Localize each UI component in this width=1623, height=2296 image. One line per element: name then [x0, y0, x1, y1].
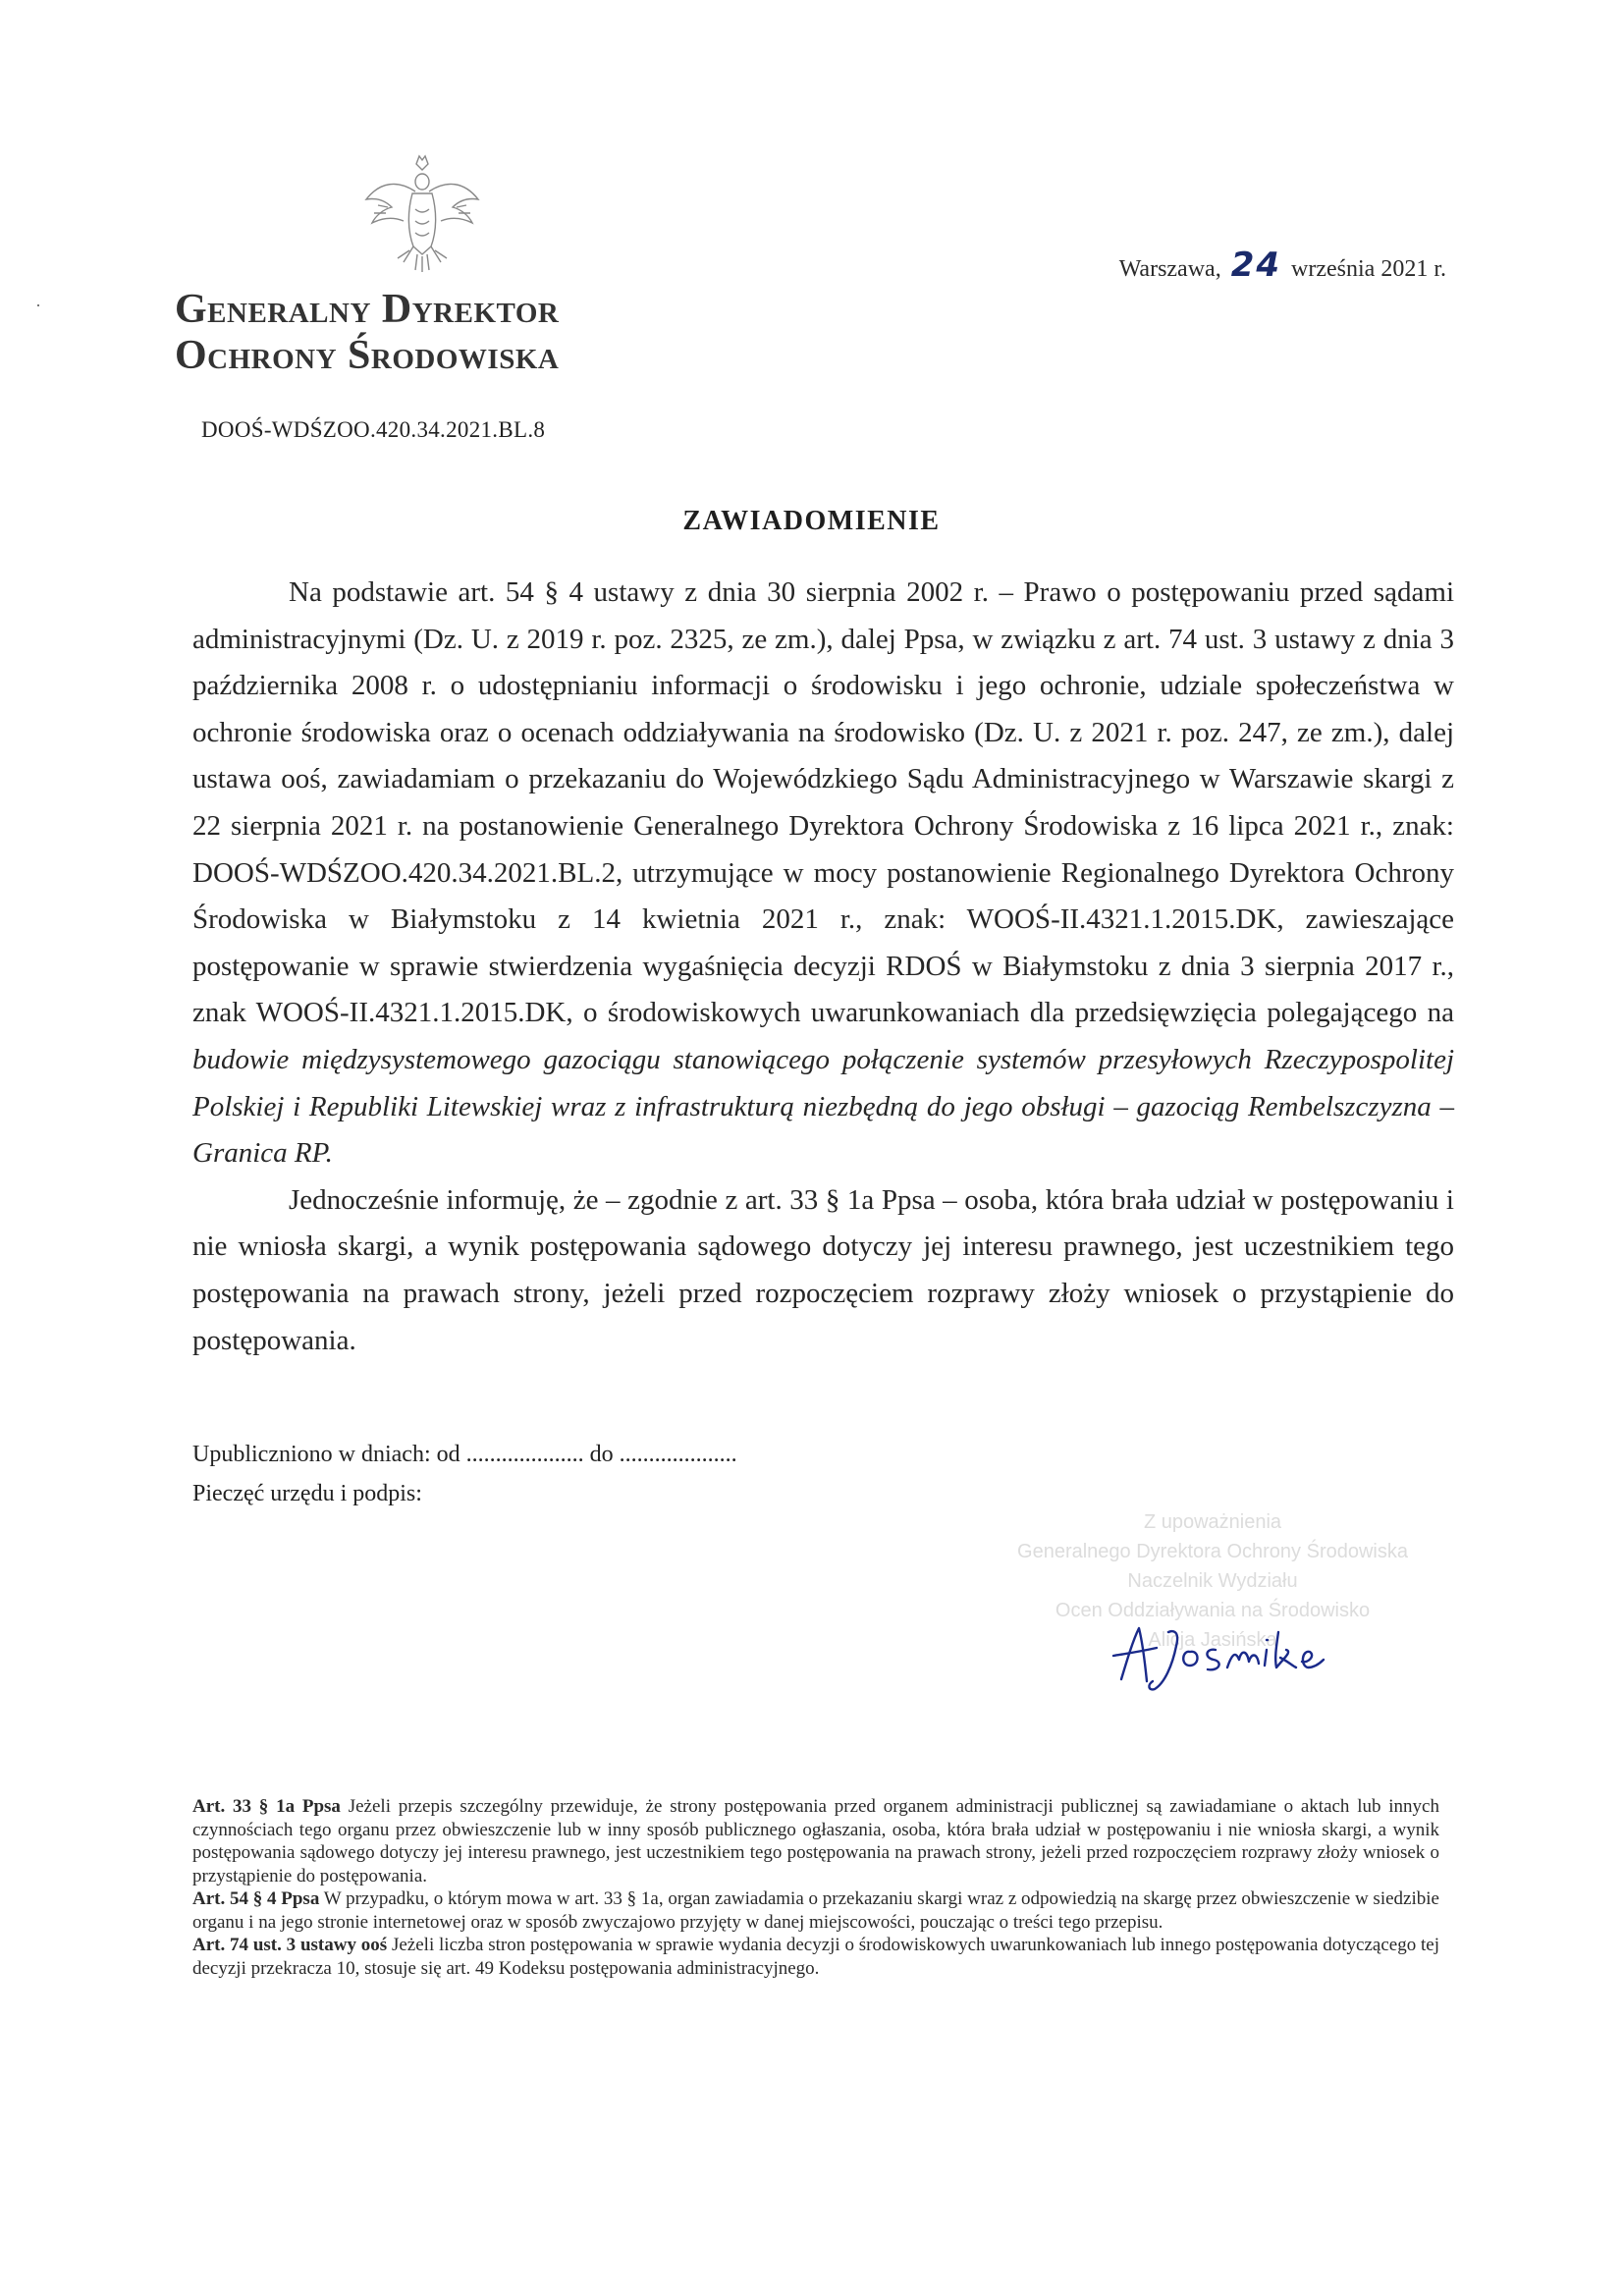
project-name: budowie międzysystemowego gazociągu stanowiącego połączenie systemów przesyłowych Rzeczypospolitej Polskiej i Republiki Litewskiej wraz z infrastrukturą niezbędną do jego obsługi – gazociąg Rembelszczyzna – Granica RP. [192, 1043, 1454, 1170]
footnote-1 [192, 1795, 1439, 1887]
date-day-handwritten: 24 [1230, 246, 1282, 285]
body-paragraph-1 [192, 570, 1454, 1177]
footnote-3-ref: Art. 74 ust. 3 ustawy ooś [192, 1935, 388, 1955]
date-prefix: Warszawa, [1118, 256, 1221, 282]
document-date [1119, 246, 1446, 285]
footnote-1-ref: Art. 33 § 1a Ppsa [192, 1796, 341, 1817]
stamp-line-2: Generalnego Dyrektora Ochrony Środowiska [1017, 1541, 1408, 1562]
case-reference: DOOŚ-WDŚZOO.420.34.2021.BL.8 [201, 417, 546, 442]
document-title: ZAWIADOMIENIE [682, 506, 941, 536]
footnote-2-ref: Art. 54 § 4 Ppsa [192, 1888, 320, 1909]
date-to-blank: .................... [619, 1442, 737, 1467]
legal-footnotes [192, 1795, 1439, 1980]
scan-speck [37, 304, 39, 306]
issuing-authority [175, 287, 559, 379]
date-from-blank: .................... [465, 1442, 584, 1467]
footnote-3-text: Jeżeli liczba stron postępowania w sprawie wydania decyzji o środowiskowych uwarunkowaniach lub innego postępowania dotyczącego tej decyzji przekracza 10, stosuje się art. 49 Kodeksu postępowania administracyjnego. [192, 1935, 1440, 1979]
polish-eagle-emblem-icon [358, 152, 486, 275]
date-suffix: września 2021 r. [1291, 256, 1446, 282]
stamp-and-signature-label: Pieczęć urzędu i podpis: [192, 1481, 422, 1506]
published-label: Upubliczniono w dniach: od [192, 1442, 460, 1467]
stamp-line-4: Ocen Oddziaływania na Środowisko [1055, 1600, 1371, 1621]
footnote-2-text: W przypadku, o którym mowa w art. 33 § 1a, organ zawiadamia o przekazaniu skargi wraz z odpowiedzią na skargę przez obwieszczenie w siedzibie organu i na jego stronie internetowej oraz w sposób zwyczajowo przyjęty w danej miejscowości, pouczając o treści tego przepisu. [192, 1888, 1439, 1933]
stamp-line-1: Z upoważnienia [1143, 1511, 1282, 1533]
stamp-line-5: Alicja Jasińska [1148, 1629, 1277, 1651]
stamp-line-3: Naczelnik Wydziału [1127, 1570, 1298, 1592]
footnote-1-text: Jeżeli przepis szczególny przewiduje, że strony postępowania przed organem administracji publicznej są zawiadamiane o aktach lub innych czynnościach tego organu przez obwieszczenie lub w inny sposób publicznego ogłaszania, osoba, która brała udział w postępowaniu i nie wniosła skargi, a wynik postępowania sądowego dotyczy jej interesu prawnego, jest uczestnikiem tego postępowania na prawach strony, jeżeli przed rozpoczęciem rozprawy złoży wniosek o przystąpienie do postępowania. [192, 1796, 1439, 1886]
footnote-3 [192, 1934, 1439, 1980]
handwritten-signature [1100, 1611, 1325, 1699]
body-paragraph-1-text: Na podstawie art. 54 § 4 ustawy z dnia 30 sierpnia 2002 r. – Prawo o postępowaniu przed sądami administracyjnymi (Dz. U. z 2019 r. poz. 2325, ze zm.), dalej Ppsa, w związku z art. 74 ust. 3 ustawy z dnia 3 października 2008 r. o udostępnianiu informacji o środowisku i jego ochronie, udziale społeczeństwa w ochronie środowiska oraz o ocenach oddziaływania na środowisko (Dz. U. z 2021 r. poz. 247, ze zm.), dalej ustawa ooś, zawiadamiam o przekazaniu do Wojewódzkiego Sądu Administracyjnego w Warszawie skargi z 22 sierpnia 2021 r. na postanowienie Generalnego Dyrektora Ochrony Środowiska z 16 lipca 2021 r., znak: DOOŚ-WDŚZOO.420.34.2021.BL.2, utrzymujące w mocy postanowienie Regionalnego Dyrektora Ochrony Środowiska w Białymstoku z 14 kwietnia 2021 r., znak: WOOŚ-II.4321.1.2015.DK, zawieszające postępowanie w sprawie stwierdzenia wygaśnięcia decyzji RDOŚ w Białymstoku z dnia 3 sierpnia 2017 r., znak WOOŚ-II.4321.1.2015.DK, o środowiskowych uwarunkowaniach dla przedsięwzięcia polegającego na [192, 576, 1454, 1029]
authority-line-1: Generalny Dyrektor [175, 287, 560, 332]
body-paragraph-2: Jednocześnie informuję, że – zgodnie z art. 33 § 1a Ppsa – osoba, która brała udział w postępowaniu i nie wniosła skargi, a wynik postępowania sądowego dotyczy jej interesu prawnego, jest uczestnikiem tego postępowania na prawach strony, jeżeli przed rozpoczęciem rozprawy złoży wniosek o przystąpienie do postępowania. [192, 1183, 1454, 1356]
to-label: do [589, 1442, 614, 1467]
document-body [192, 570, 1454, 1364]
publication-dates [192, 1442, 737, 1468]
authority-line-2: Ochrony Środowiska [175, 333, 560, 379]
footnote-2 [192, 1887, 1439, 1934]
